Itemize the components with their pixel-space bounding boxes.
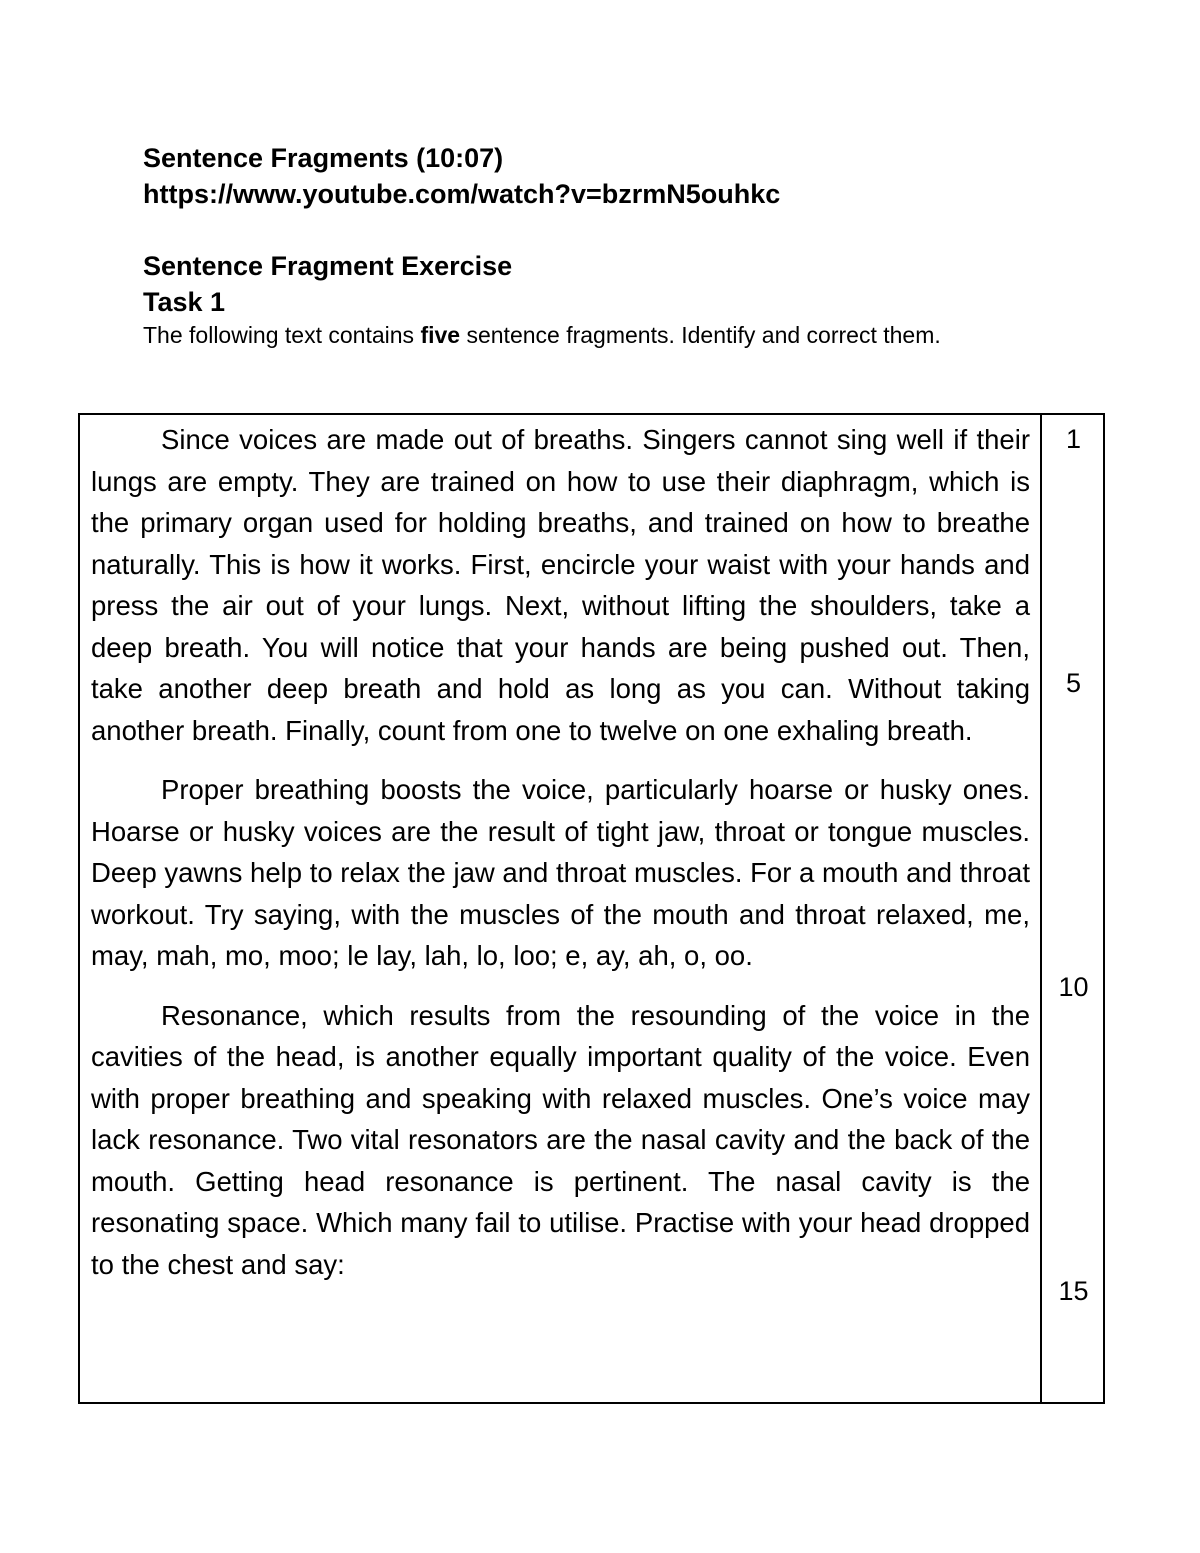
exercise-title: Sentence Fragment Exercise (143, 251, 513, 281)
task-label: Task 1 (143, 287, 226, 317)
passage-paragraph-2: Proper breathing boosts the voice, particularly hoarse or husky ones. Hoarse or husky voices are the result of tight jaw, throat or tongue muscles. Deep yawns help to relax the jaw and throat muscles. For a mouth and throat workout. Try saying, with the muscles of the mouth and throat relaxed, me, may, mah, mo, moo; le lay, lah, lo, loo; e, ay, ah, o, oo. (91, 774, 1030, 971)
passage-text-column (80, 415, 1042, 1402)
instructions-emphasis: five (420, 322, 461, 348)
video-link[interactable]: https://www.youtube.com/watch?v=bzrmN5ouhkc (143, 179, 781, 209)
line-number-1: 1 (1065, 424, 1082, 454)
header-block (143, 140, 1043, 351)
line-number-5: 5 (1065, 668, 1082, 698)
instructions-text-start: The following text contains (143, 322, 421, 348)
instructions-text-end: sentence fragments. Identify and correct them. (460, 322, 941, 348)
passage-paragraph-3: Resonance, which results from the resounding of the voice in the cavities of the head, is another equally important quality of the voice. Even with proper breathing and speaking with relaxed muscles. One’s voice may lack resonance. Two vital resonators are the nasal cavity and the back of the mouth. Getting head resonance is pertinent. The nasal cavity is the resonating space. Which many fail to utilise. Practise with your head dropped to the chest and say: (91, 999, 1030, 1280)
line-number-column (1042, 415, 1105, 1402)
passage-paragraph-1: Since voices are made out of breaths. Singers cannot sing well if their lungs are empty. They are trained on how to use their diaphragm, which is the primary organ used for holding breaths, and trained on how to breathe naturally. This is how it works. First, encircle your waist with your hands and press the air out of your lungs. Next, without lifting the shoulders, take a deep breath. You will notice that your hands are being pushed out. Then, take another deep breath and hold as long as you can. Without taking another breath. Finally, count from one to twelve on one exhaling breath. (91, 424, 1030, 746)
line-number-10: 10 (1058, 972, 1089, 1002)
task-instructions (143, 320, 1033, 351)
line-number-15: 15 (1058, 1276, 1089, 1306)
video-title: Sentence Fragments (10:07) (143, 143, 504, 173)
passage-table (78, 413, 1105, 1404)
